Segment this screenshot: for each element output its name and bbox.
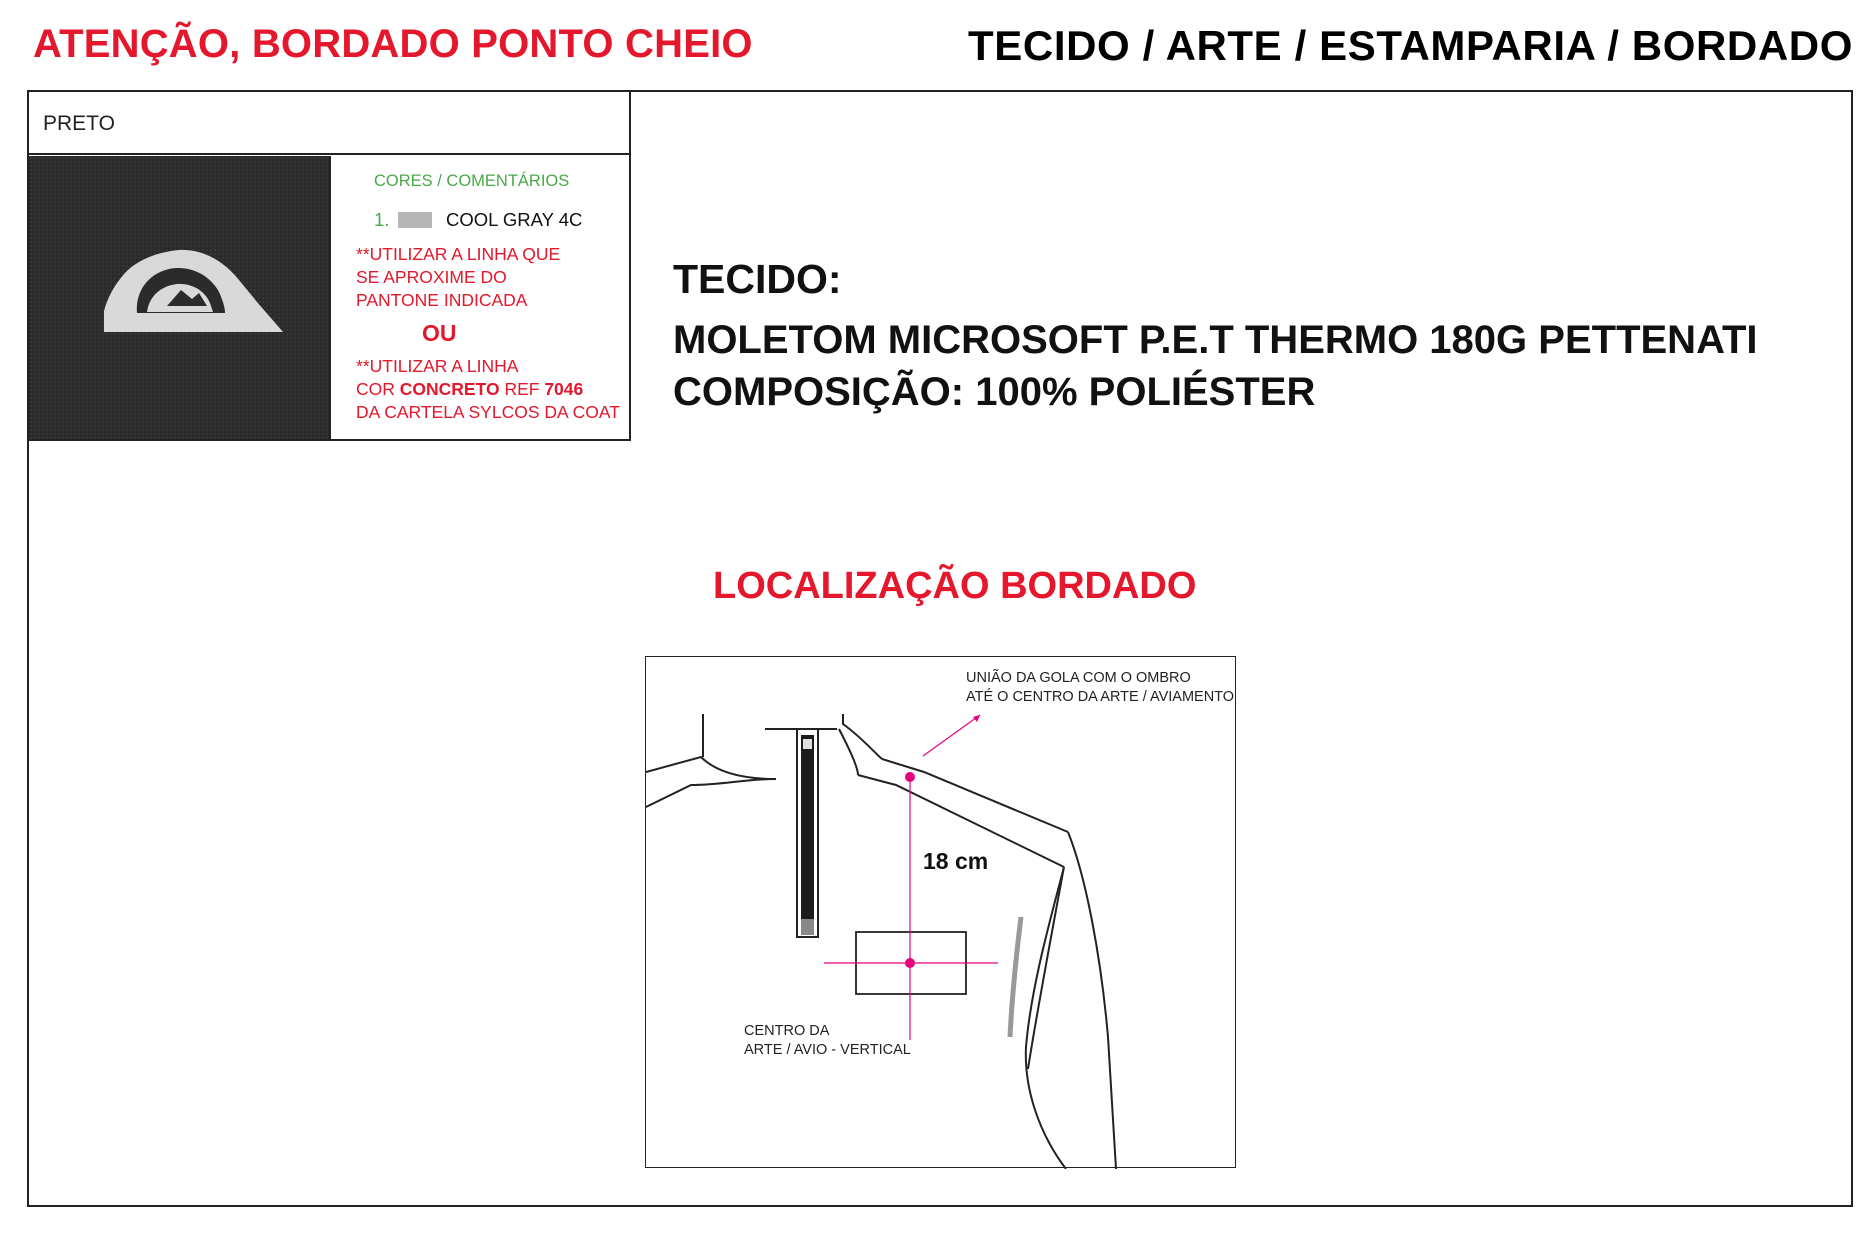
note-line: ATÉ O CENTRO DA ARTE / AVIAMENTO [966,689,1235,705]
note-line: UNIÃO DA GOLA COM O OMBRO [966,670,1191,686]
section-heading: TECIDO / ARTE / ESTAMPARIA / BORDADO [968,22,1853,69]
note-line: DA CARTELA SYLCOS DA COAT [356,402,620,422]
thread-note-1 [356,243,626,312]
color-chip [398,212,432,228]
quiksilver-logo-icon [29,156,331,439]
note-line: SE APROXIME DO [356,267,507,287]
fabric-description: MOLETOM MICROSOFT P.E.T THERMO 180G PETTENATI [673,318,1758,362]
collar-shoulder-note [966,669,1234,707]
colors-title: CORES / COMENTÁRIOS [374,172,570,190]
note-line [356,378,626,401]
placement-diagram [645,656,1236,1168]
fabric-swatch [29,156,331,439]
note-line: ARTE / AVIO - VERTICAL [744,1042,911,1058]
measurement-label: 18 cm [923,848,989,874]
note-text: REF [499,379,545,399]
note-line: **UTILIZAR A LINHA [356,356,519,376]
swatch-color-name: PRETO [27,90,631,155]
thread-ref: 7046 [544,379,584,399]
or-label: OU [422,320,457,346]
placement-title: LOCALIZAÇÃO BORDADO [713,565,1197,607]
note-line: PANTONE INDICADA [356,290,528,310]
note-text: COR [356,379,400,399]
note-line: **UTILIZAR A LINHA QUE [356,244,561,264]
thread-note-2 [356,355,626,424]
color-label: COOL GRAY 4C [446,209,583,230]
garment-sketch [646,657,1237,1169]
fabric-composition: COMPOSIÇÃO: 100% POLIÉSTER [673,370,1316,414]
embroidery-warning: ATENÇÃO, BORDADO PONTO CHEIO [33,22,753,66]
thread-color-name: CONCRETO [399,379,500,399]
fabric-label: TECIDO: [673,256,842,302]
art-center-note [744,1022,911,1060]
color-entry [374,209,626,231]
note-line: CENTRO DA [744,1023,830,1039]
color-number: 1. [374,209,390,230]
color-comments [356,172,626,424]
